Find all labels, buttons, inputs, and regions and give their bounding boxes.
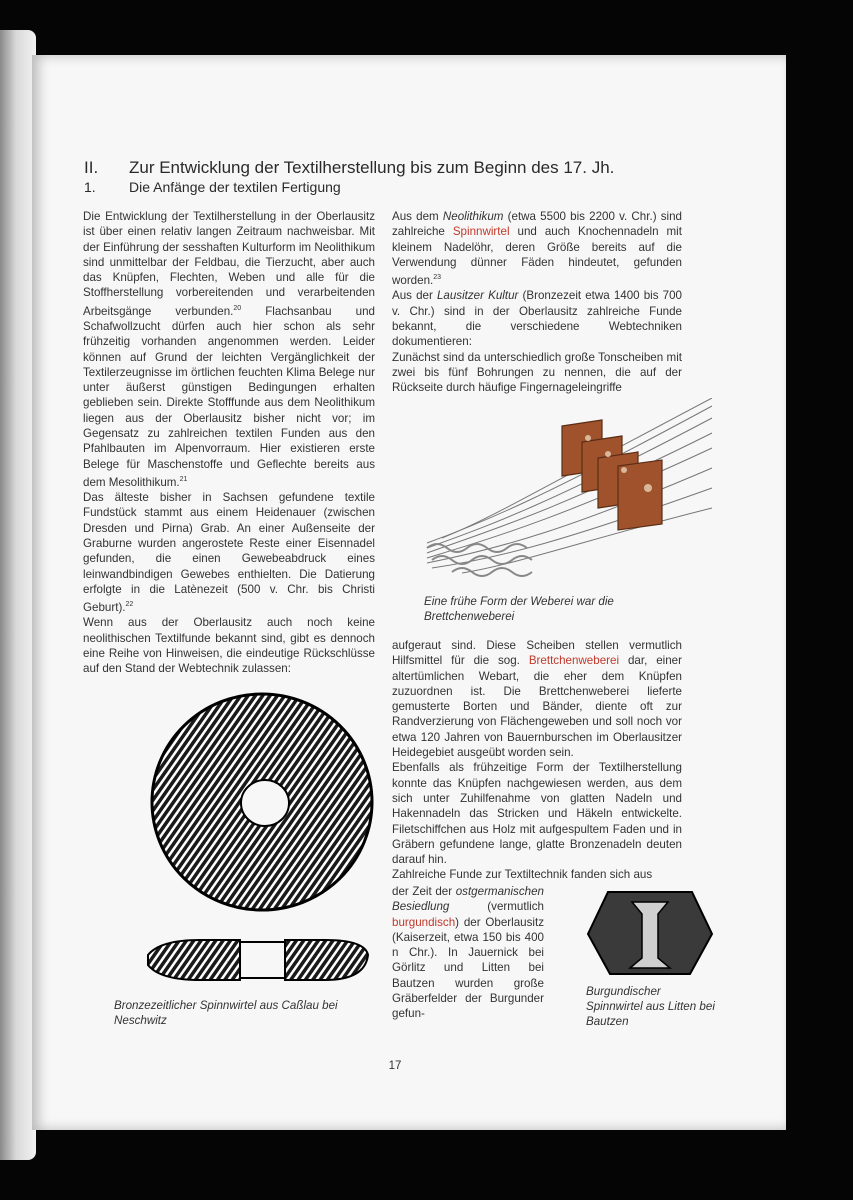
paragraph: aufgeraut sind. Diese Scheiben stellen vermutlich Hilfsmittel für die sog. Brettchenweberei dar, einer altertümlichen Webart, die eher dem Knüpfen zuzuordnen ist. Die Brettchenweberei lieferte gemusterte Borten und Bänder, diente oft zur Randverzierung von Flächengeweben und soll noch vor etwa 120 Jahren von Bauernburschen im Oberlausitzer Heidegebiet ausgeübt worden sein. (392, 639, 682, 760)
weaving-figure-caption: Eine frühe Form der Weberei war die Brettchenweberei (424, 595, 614, 623)
right-column-middle (392, 638, 682, 883)
right-column-lower (392, 884, 544, 1022)
paragraph: Aus der Lausitzer Kultur (Bronzezeit etwa 1400 bis 700 v. Chr.) sind in der Oberlausitz zahlreiche Funde bekannt, die verschiedene Webtechniken dokumentieren: (392, 289, 682, 349)
burgund-caption: Burgundischer Spinnwirtel aus Litten bei Bautzen (586, 985, 715, 1028)
adjacent-page-edge (0, 30, 36, 1160)
paragraph: Wenn aus der Oberlausitz auch noch keine neolithischen Textilfunde bekannt sind, gibt es dennoch eine Reihe von Hinweisen, die eindeutige Rückschlüsse auf den Stand der Webtechnik zulassen: (83, 616, 375, 676)
section-title: Die Anfänge der textilen Fertigung (129, 179, 341, 195)
paragraph: Zahlreiche Funde zur Textiltechnik fanden sich aus (392, 868, 653, 882)
chapter-number: II. (84, 158, 99, 177)
paragraph: Die Entwicklung der Textilherstellung in der Oberlausitz ist über einen relativ langen Zeitraum nachweisbar. Mit der Einführung der sesshaften Kulturform im Neolithikum sind unmittelbar der Feldbau, die Tierzucht, aber auch das Knüpfen, Flechten, Weben und alle für die Stoffherstellung vorbereitenden und verarbeitenden Arbeitsgänge verbunden.$^{20}$ Flachsanbau und Schafwollzucht dürfen auch hier schon als sehr frühzeitig vorhanden angenommen werden. Leider können auf Grund der leichten Vergänglichkeit der Textilerzeugnisse im örtlichen feuchten Klima Belege nur unter äußerst günstigen Bedingungen erhalten geblieben sein. Direkte Stofffunde aus dem Neolithikum liegen aus der Oberlausitz bisher nicht vor; im Gegensatz zu zahlreichen textilen Funden aus den Pfahlbauten im Alpenvorraum. Hier existieren erste Belege für Maschenstoffe und Geflechte bereits aus dem Mesolithikum.$^{21}$ (83, 210, 375, 489)
tablet-weaving-illustration (422, 398, 714, 588)
paragraph: Das älteste bisher in Sachsen gefundene textile Fundstück stammt aus einem Heidenauer (zwischen Dresden und Pirna) Grab. An einer Außenseite der Graburne wurden angerostete Reste einer Eisennadel gefunden, die einen Gewebeabdruck eines leinwandbindigen Gewebes enthielten. Die Datierung erfolgte in die Latènezeit (500 v. Chr. bis Christi Geburt).$^{22}$ (83, 491, 375, 614)
page-number: 17 (388, 1060, 402, 1072)
paragraph: Zunächst sind da unterschiedlich große Tonscheiben mit zwei bis fünf Bohrungen zu nennen, die auf der Rückseite durch häufige Fingernageleingriffe (392, 350, 682, 395)
paragraph: Aus dem Neolithikum (etwa 5500 bis 2200 v. Chr.) sind zahlreiche Spinnwirtel und auch Knochennadeln mit kleinem Nadelöhr, deren Größe bereits auf die Verwendung dünner Fäden hindeutet, gefunden worden.$^{23}$ (392, 210, 682, 288)
section-number: 1. (84, 179, 96, 195)
right-column-top (392, 209, 682, 395)
paragraph: Ebenfalls als frühzeitige Form der Textilherstellung konnte das Knüpfen nachgewiesen werden, aus dem sich unter Zuhilfenahme von glatten Nadeln und Hakennadeln das Stricken und Häkeln entwickelte. Filetschiffchen aus Holz mit aufgespultem Faden und in Gräbern gefundene lange, glatte Bronzenadeln deuten darauf hin. (392, 761, 682, 867)
paragraph: der Zeit der ostgermanischen Besiedlung (vermutlich burgundisch) der Oberlausitz (Kaiserzeit, etwa 150 bis 400 n Chr.). In Jauernick bei Görlitz und Litten bei Bautzen wurden große Gräberfelder der Burgunder gefun- (392, 885, 544, 1021)
left-column (83, 209, 375, 676)
chapter-title: Zur Entwicklung der Textilherstellung bis zum Beginn des 17. Jh. (129, 158, 615, 177)
spinnwirtel-caption: Bronzezeitlicher Spinnwirtel aus Caßlau bei Neschwitz (114, 999, 338, 1027)
spinnwirtel-illustration (140, 690, 380, 990)
burgundischer-spinnwirtel-illustration (586, 888, 714, 978)
